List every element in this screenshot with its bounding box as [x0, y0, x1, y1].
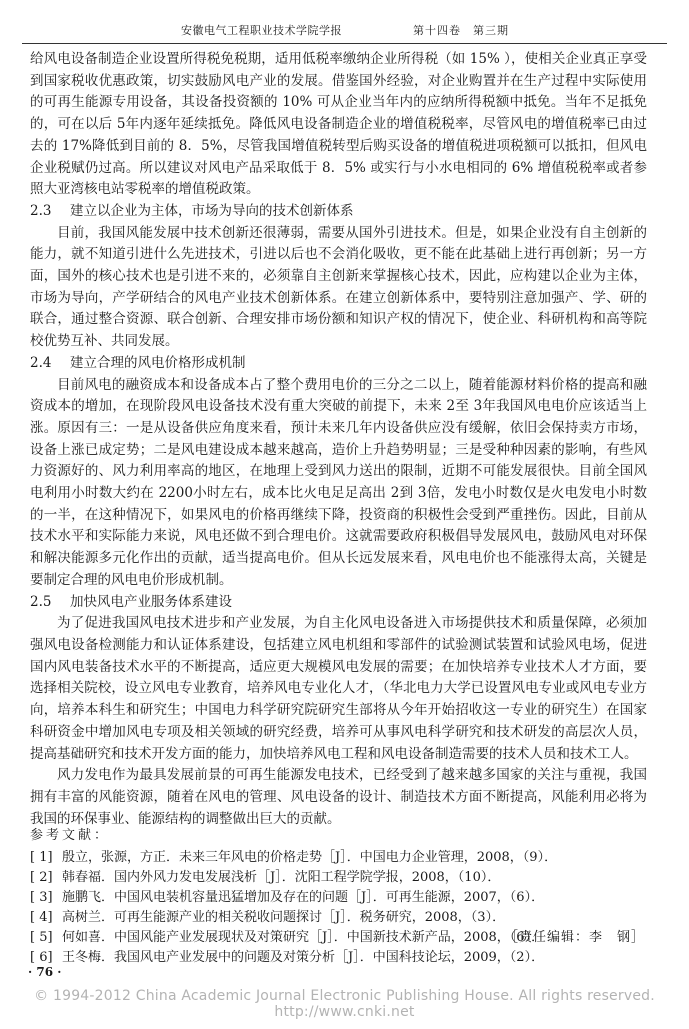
header-rule — [22, 43, 667, 44]
section-number: 2.3 — [30, 202, 52, 219]
reference-text: 何如喜．中国风能产业发展现状及对策研究［J］．中国新技术新产品，2008，（6）． — [62, 930, 545, 945]
reference-text: 王冬梅．我国风电产业发展中的问题及对策分析［J］．中国科技论坛，2009，（2）． — [62, 950, 545, 965]
article-body — [30, 49, 647, 830]
section-title: 加快风电产业服务体系建设 — [70, 593, 232, 610]
reference-number: [ 6] — [30, 950, 53, 965]
section-heading-2-5 — [30, 592, 647, 614]
section-number: 2.4 — [30, 354, 52, 371]
page-number: · 76 · — [28, 965, 62, 979]
paragraph-innovation: 目前，我国风能发展中技术创新还很薄弱，需要从国外引进技术。但是，如果企业没有自主创新的能力，就不知道引进什么先进技术，引进以后也不会消化吸收，更不能在此基础上进行再创新；另一方面，国外的核心技术也是引进不来的，必须靠自主创新来掌握核心技术，因此，应构建以企业为主体，市场为导向，产学研结合的风电产业技术创新体系。在建立创新体系中，要特别注意加强产、学、研的联合，通过整合资源、联合创新、合理安排市场份额和知识产权的情况下，使企业、科研机构和高等院校优势互补、共同发展。 — [30, 224, 647, 350]
section-title: 建立以企业为主体，市场为导向的技术创新体系 — [70, 202, 354, 219]
reference-text: 高树兰．可再生能源产业的相关税收问题探讨［J］．税务研究，2008，（3）． — [62, 910, 506, 925]
reference-number: [ 1] — [30, 850, 53, 865]
reference-item — [30, 948, 647, 968]
section-heading-2-3 — [30, 201, 647, 223]
reference-text: 施鹏飞．中国风电装机容量迅猛增加及存在的问题［J］．可再生能源，2007，（6）． — [62, 890, 545, 905]
reference-text: 殷立，张源，方正．未来三年风电的价格走势［J］．中国电力企业管理，2008，（9）． — [62, 850, 558, 865]
volume-issue: 第十四卷 第三期 — [413, 24, 509, 37]
journal-name: 安徽电气工程职业技术学院学报 — [181, 24, 342, 37]
reference-number: [ 5] — [30, 930, 53, 945]
reference-text: 韩春福．国内外风力发电发展浅析［J］．沈阳工程学院学报，2008，（10）． — [62, 870, 501, 885]
reference-item — [30, 848, 647, 868]
paragraph-conclusion: 风力发电作为最具发展前景的可再生能源发电技术，已经受到了越来越多国家的关注与重视，我国拥有丰富的风能资源，随着在风电的管理、风电设备的设计、制造技术方面不断提高，风能利用必将为我国的环保事业、能源结构的调整做出巨大的贡献。 — [30, 767, 647, 827]
paragraph-pricing: 目前风电的融资成本和设备成本占了整个费用电价的三分之二以上，随着能源材料价格的提高和融资成本的增加，在现阶段风电设备技术没有重大突破的前提下，未来 2至 3年我国风电电价应该适当上涨。原因有三：一是从设备供应角度来看，预计未来几年内设备供应没有缓解，依旧会保持卖方市场，设备上涨已成定势；二是风电建设成本越来越高，造价上升趋势明显；三是受种种因素的影响，有些风力资源好的、风力利用率高的地区，在地理上受到风力送出的限制，近期不可能发展很快。目前全国风电利用小时数大约在 2200小时左右，成本比火电足足高出 2到 3倍，发电小时数仅是火电发电小时数的一半，在这种情况下，如果风电的价格再继续下降，投资商的积极性会受到严重挫伤。因此，目前从技术水平和实际能力来说，风电还做不到合理电价。这就需要政府积极倡导发展风电，鼓励风电对环保和解决能源多元化作出的贡献，适当提高电价。但从长远发展来看，风电电价也不能涨得太高，关键是要制定合理的风电电价形成机制。 — [30, 376, 647, 588]
copyright-footer: © 1994-2012 China Academic Journal Electronic Publishing House. All rights reserved. http://www.cnki.net — [34, 988, 655, 1020]
section-heading-2-4 — [30, 353, 647, 375]
reference-number: [ 3] — [30, 890, 53, 905]
reference-item — [30, 888, 647, 908]
reference-item — [30, 908, 647, 928]
reference-number: [ 4] — [30, 910, 53, 925]
section-title: 建立合理的风电价格形成机制 — [70, 354, 246, 371]
references — [30, 826, 647, 968]
reference-item — [30, 868, 647, 888]
editor-credit: ［责任编辑：李 钢］ — [504, 930, 645, 945]
reference-number: [ 2] — [30, 870, 53, 885]
references-title: 参考文献： — [30, 828, 111, 843]
section-number: 2.5 — [30, 593, 52, 610]
paragraph-service-system: 为了促进我国风电技术进步和产业发展，为自主化风电设备进入市场提供技术和质量保障，必须加强风电设备检测能力和认证体系建设，包括建立风电机组和零部件的试验测试装置和试验风电场，促进国内风电装备技术水平的不断提高，适应更大规模风电发展的需要；在加快培养专业技术人才方面，要选择相关院校，设立风电专业教育，培养风电专业化人才，（华北电力大学已设置风电专业或风电专业方向，培养本科生和研究生；中国电力科学研究院研究生部将从今年开始招收这一专业的研究生）在国家科研资金中增加风电专项及相关领域的研究经费，培养可从事风电科学研究和技术研发的高层次人员，提高基础研究和技术开发方面的能力，加快培养风电工程和风电设备制造需要的技术人员和技术工人。 — [30, 615, 647, 762]
paragraph-tax-policy: 给风电设备制造企业设置所得税免税期，适用低税率缴纳企业所得税（如 15% ），使相关企业真正享受到国家税收优惠政策，切实鼓励风电产业的发展。借鉴国外经验，对企业购置并在生产过程中实际使用的可再生能源专用设备，其设备投资额的 10% 可从企业当年内的应纳所得税额中抵免。当年不足抵免的，可在以后 5年内逐年延续抵免。降低风电设备制造企业的增值税税率，尽管风电的增值税率已由过去的 17%降低到目前的 8．5%，尽管我国增值税转型后购买设备的增值税进项税额可以抵扣，但风电企业税赋仍过高。所以建议对风电产品采取低于 8．5% 或实行与小水电相同的 6% 增值税税率或者参照大亚湾核电站零税率的增值税政策。 — [30, 51, 647, 198]
running-header — [0, 10, 689, 36]
